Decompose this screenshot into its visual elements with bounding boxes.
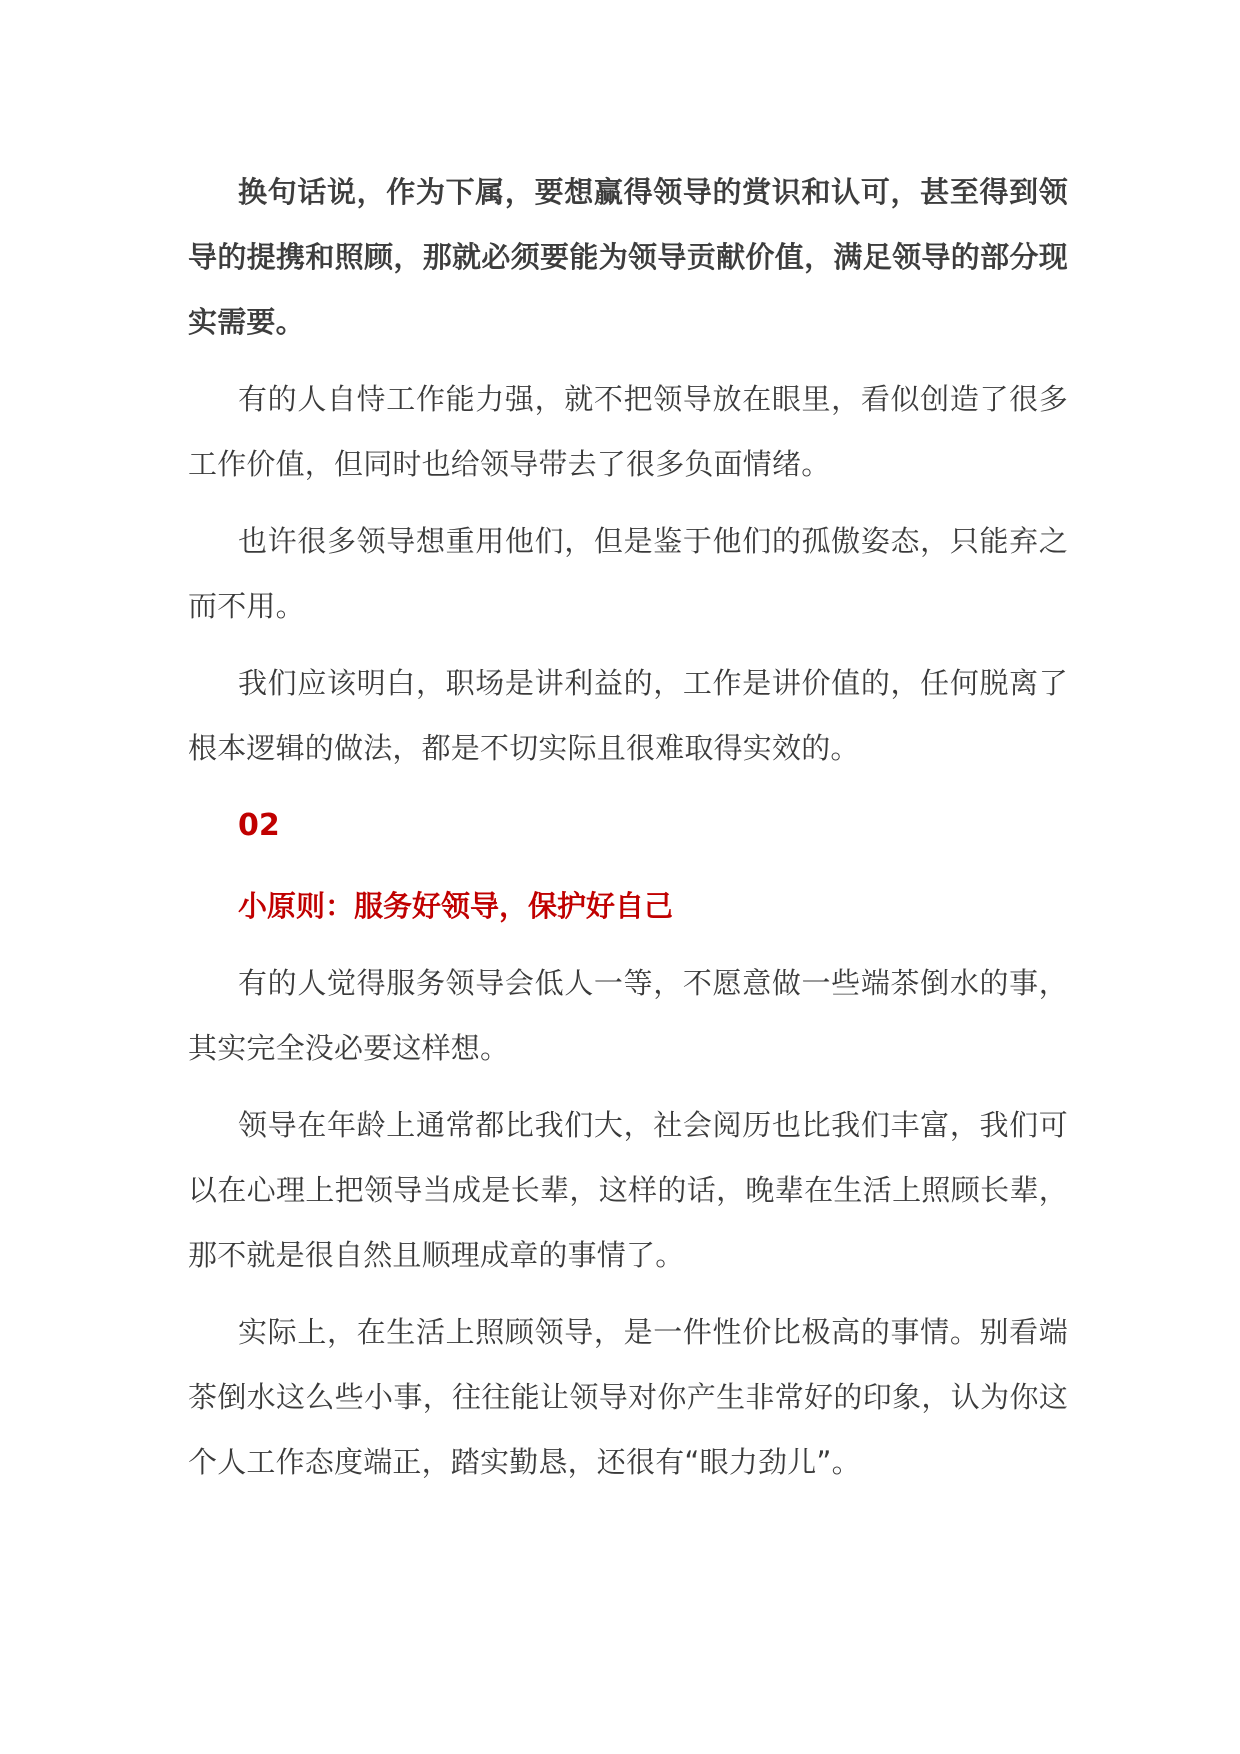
section-title: 小原则：服务好领导，保护好自己 [238,889,674,923]
document-page [188,160,1068,1507]
paragraph: 也许很多领导想重用他们，但是鉴于他们的孤傲姿态，只能弃之而不用。 [188,524,1068,623]
paragraph: 领导在年龄上通常都比我们大，社会阅历也比我们丰富，我们可以在心理上把领导当成是长辈，这样的话，晚辈在生活上照顾长辈，那不就是很自然且顺理成章的事情了。 [188,1108,1068,1272]
paragraph: 有的人自恃工作能力强，就不把领导放在眼里，看似创造了很多工作价值，但同时也给领导带去了很多负面情绪。 [188,382,1068,481]
paragraph: 实际上，在生活上照顾领导，是一件性价比极高的事情。别看端茶倒水这么些小事，往往能让领导对你产生非常好的印象，认为你这个人工作态度端正，踏实勤恳，还很有“眼力劲儿”。 [188,1315,1068,1479]
paragraph: 有的人觉得服务领导会低人一等，不愿意做一些端茶倒水的事，其实完全没必要这样想。 [188,966,1068,1065]
paragraph-bold-intro: 换句话说，作为下属，要想赢得领导的赏识和认可，甚至得到领导的提携和照顾，那就必须要能为领导贡献价值，满足领导的部分现实需要。 [188,175,1068,339]
section-number: 02 [238,808,280,843]
paragraph: 我们应该明白，职场是讲利益的，工作是讲价值的，任何脱离了根本逻辑的做法，都是不切实际且很难取得实效的。 [188,666,1068,765]
